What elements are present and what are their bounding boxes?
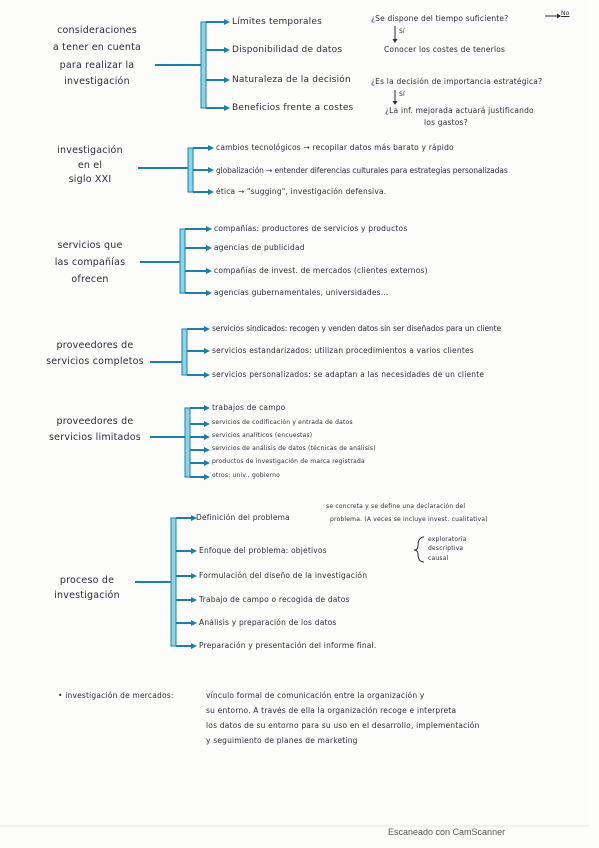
objectives-curly-brace <box>414 537 424 562</box>
section-title-line: investigación <box>64 76 130 87</box>
branch-item: productos de investigación de marca registrada <box>212 458 365 465</box>
branch-item: servicios analíticos (encuestas) <box>212 432 313 439</box>
brace-arrowhead <box>206 290 212 296</box>
brace-arrowhead <box>191 573 197 579</box>
branch-item: Preparación y presentación del informe final. <box>199 641 377 650</box>
section-title-line: proveedores de <box>56 340 134 351</box>
brace-bar <box>201 22 206 108</box>
note-down-arrowhead <box>393 39 398 43</box>
brace-arrowhead <box>208 167 214 173</box>
branch-item: servicios estandarizados: utilizan procedimientos a varios clientes <box>212 346 474 355</box>
brace-arrowhead <box>204 434 210 440</box>
branch-item: trabajos de campo <box>212 403 286 412</box>
branch-note: se concreta y se define una declaración del <box>326 503 466 510</box>
objective-type: causal <box>428 555 449 562</box>
branch-item: otros: univ., gobierno <box>212 472 281 479</box>
branch-note: problema. (A veces se incluye invest. cualitativa) <box>330 516 488 523</box>
brace-arrowhead <box>208 145 214 151</box>
brace-arrowhead <box>224 105 230 111</box>
note-answer-si: Sí <box>399 91 405 98</box>
brace-arrowhead <box>206 245 212 251</box>
brace-arrowhead <box>224 19 230 25</box>
branch-item: Definición del problema <box>196 513 290 522</box>
branch-item: servicios de análisis de datos (técnicas de análisis) <box>212 445 376 452</box>
branch-item: globalización → entender diferencias culturales para estrategias personalizadas <box>216 166 508 175</box>
brace-arrowhead <box>204 405 210 411</box>
brace-arrowhead <box>204 421 210 427</box>
definition-line: los datos de su entorno para su uso en el desarrollo, implementación <box>206 721 480 730</box>
branch-item: ética → "sugging", investigación defensiva. <box>216 187 387 196</box>
section-title-line: en el <box>77 160 103 171</box>
section-title-line: las compañías <box>54 257 126 268</box>
branch-item: Disponibilidad de datos <box>232 45 343 55</box>
branch-item: cambios tecnológicos → recopilar datos más barato y rápido <box>216 143 454 152</box>
brace-arrowhead <box>224 77 230 83</box>
definition-line: y seguimiento de planes de marketing <box>206 736 358 745</box>
section-title-line: servicios que <box>57 240 123 251</box>
section-title-line: consideraciones <box>57 25 137 36</box>
note-answer-no: No <box>561 10 570 17</box>
note-question: ¿Se dispone del tiempo suficiente? <box>371 14 509 23</box>
section-title-line: para realizar la <box>59 60 135 71</box>
brace-arrowhead <box>191 620 197 626</box>
branch-item: servicios sindicados: recogen y venden datos sin ser diseñados para un cliente <box>212 324 501 333</box>
brace-arrowhead <box>224 47 230 53</box>
branch-item: Naturaleza de la decisión <box>232 75 351 85</box>
branch-item: agencias gubernamentales, universidades... <box>214 288 389 297</box>
brace-bar <box>185 408 190 477</box>
section-title-line: servicios limitados <box>49 432 141 443</box>
brace-arrowhead <box>204 326 210 332</box>
brace-arrowhead <box>206 268 212 274</box>
brace-arrowhead <box>191 548 197 554</box>
section-title-line: proveedores de <box>56 416 134 427</box>
branch-item: servicios de codificación y entrada de datos <box>212 419 353 426</box>
objective-type: descriptiva <box>428 545 464 552</box>
definition-line: vínculo formal de comunicación entre la organización y <box>206 691 425 700</box>
brace-arrowhead <box>204 348 210 354</box>
section-title-line: investigación <box>57 145 123 156</box>
section-title-line: servicios completos <box>46 356 144 367</box>
brace-arrowhead <box>191 597 197 603</box>
section-title-line: siglo XXI <box>68 174 112 185</box>
section-title-line: proceso de <box>59 575 115 586</box>
brace-arrowhead <box>204 474 210 480</box>
branch-item: agencias de publicidad <box>214 243 305 252</box>
section-title-line: ofrecen <box>71 274 109 285</box>
definition-line: su entorno. A través de ella la organización recoge e interpreta <box>206 706 457 715</box>
branch-item: servicios personalizados: se adaptan a las necesidades de un cliente <box>212 370 485 379</box>
branch-item: Trabajo de campo o recogida de datos <box>199 595 350 604</box>
scanner-watermark: Escaneado con CamScanner <box>388 827 506 837</box>
note-answer-si: Sí <box>399 28 405 35</box>
branch-item: Formulación del diseño de la investigación <box>199 571 368 580</box>
brace-arrowhead <box>204 372 210 378</box>
brace-arrowhead <box>204 447 210 453</box>
note-question: los gastos? <box>424 118 468 127</box>
branch-item: Análisis y preparación de los datos <box>199 618 337 627</box>
section-title-line: investigación <box>54 590 120 601</box>
branch-item: Enfoque del problema: objetivos <box>199 546 327 555</box>
definition-term: • investigación de mercados: <box>58 691 174 700</box>
brace-arrowhead <box>204 460 210 466</box>
brace-arrowhead <box>208 189 214 195</box>
branch-item: compañías de invest. de mercados (clientes externos) <box>214 266 428 275</box>
brace-bar <box>188 148 193 192</box>
brace-bar <box>180 229 185 293</box>
objective-type: exploratoria <box>428 536 467 543</box>
brace-bar <box>182 329 187 375</box>
branch-item: compañías: productores de servicios y productos <box>214 224 408 233</box>
section-title-line: a tener en cuenta <box>52 42 142 53</box>
note-question: Conocer los costes de tenerlos <box>384 45 506 54</box>
branch-item: Límites temporales <box>232 17 322 27</box>
note-question: ¿Es la decisión de importancia estratégica? <box>371 77 543 86</box>
note-down-arrowhead <box>393 101 398 105</box>
brace-arrowhead <box>206 226 212 232</box>
brace-arrowhead <box>191 643 197 649</box>
branch-item: Beneficios frente a costes <box>232 103 354 113</box>
note-question: ¿La inf. mejorada actuará justificando <box>385 106 534 115</box>
brace-bar <box>171 518 176 646</box>
